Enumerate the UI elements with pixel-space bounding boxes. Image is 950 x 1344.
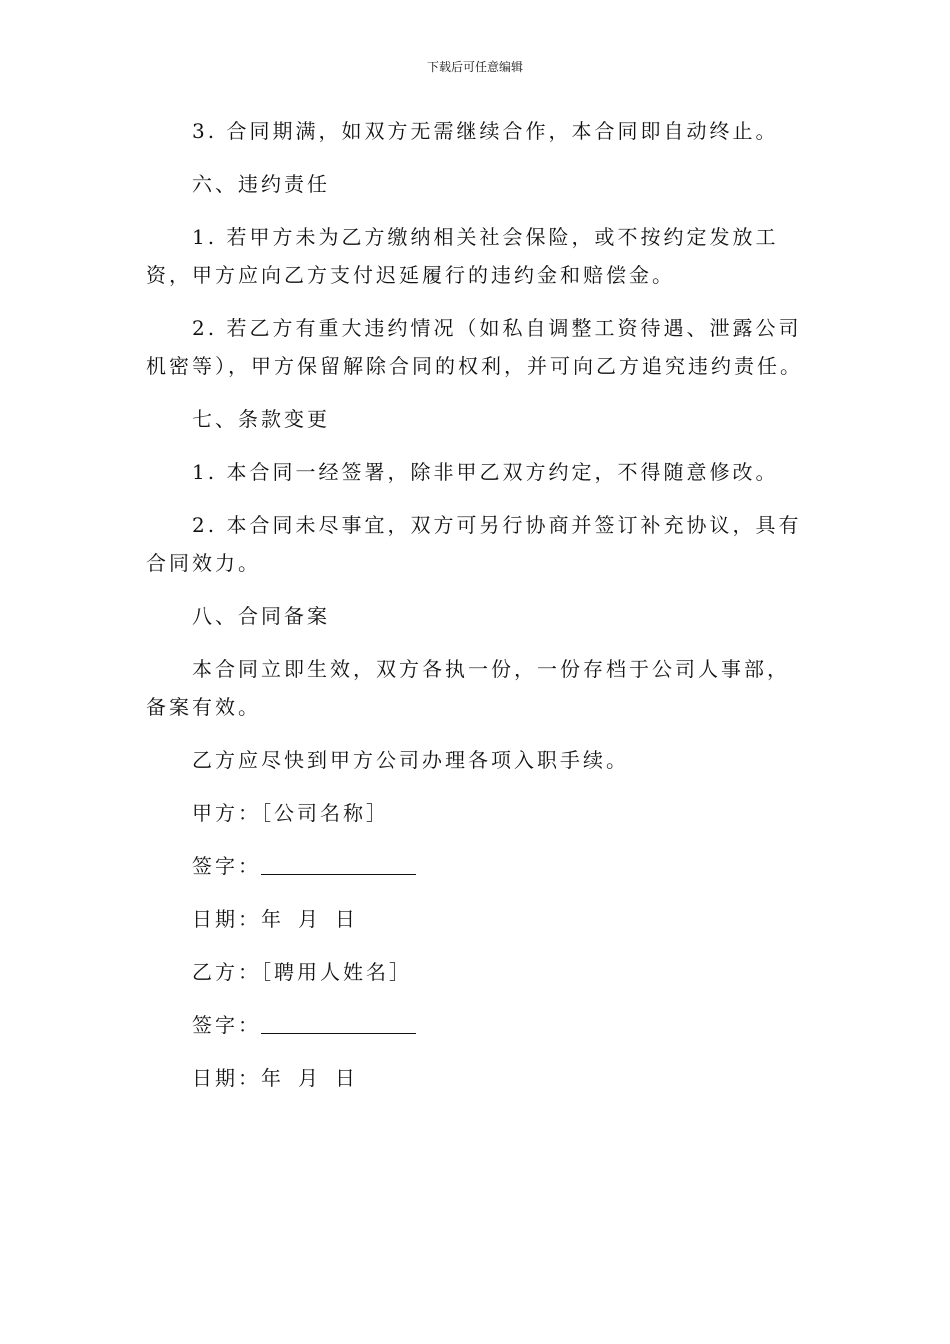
signature-label: 签字：: [192, 854, 261, 878]
party-a-signature: [146, 847, 806, 885]
date-day: 日: [335, 907, 358, 931]
party-b-name: 乙方：［聘用人姓名］: [192, 960, 412, 984]
signature-line: [261, 1013, 416, 1034]
clause-5-3: 3. 合同期满，如双方无需继续合作，本合同即自动终止。: [192, 119, 779, 143]
clause-7-2: 2. 本合同未尽事宜，双方可另行协商并签订补充协议，具有合同效力。: [146, 513, 802, 575]
section-8-title: 八、合同备案: [192, 604, 330, 628]
date-label: 日期：: [192, 907, 261, 931]
date-month: 月: [298, 1066, 321, 1090]
section-7-title: 七、条款变更: [192, 407, 330, 431]
date-year: 年: [261, 1066, 284, 1090]
section-6-title: 六、违约责任: [192, 172, 330, 196]
clause-8-body: 本合同立即生效，双方各执一份，一份存档于公司人事部，备案有效。: [146, 657, 790, 719]
party-a-date: [146, 900, 806, 938]
signature-line: [261, 854, 416, 875]
document-body: [146, 112, 806, 1112]
date-label: 日期：: [192, 1066, 261, 1090]
clause-6-1: 1. 若甲方未为乙方缴纳相关社会保险，或不按约定发放工资，甲方应向乙方支付迟延履行的违约金和赔偿金。: [146, 225, 779, 287]
date-month: 月: [298, 907, 321, 931]
date-day: 日: [335, 1066, 358, 1090]
clause-7-1: 1. 本合同一经签署，除非甲乙双方约定，不得随意修改。: [192, 460, 779, 484]
onboarding-note: 乙方应尽快到甲方公司办理各项入职手续。: [192, 748, 629, 772]
page-header: 下载后可任意编辑: [426, 60, 523, 74]
party-a-name: 甲方：［公司名称］: [192, 801, 389, 825]
signature-label: 签字：: [192, 1013, 261, 1037]
date-year: 年: [261, 907, 284, 931]
party-b-signature: [146, 1006, 806, 1044]
party-b-date: [146, 1059, 806, 1097]
clause-6-2: 2. 若乙方有重大违约情况（如私自调整工资待遇、泄露公司机密等），甲方保留解除合同的权利，并可向乙方追究违约责任。: [146, 316, 803, 378]
